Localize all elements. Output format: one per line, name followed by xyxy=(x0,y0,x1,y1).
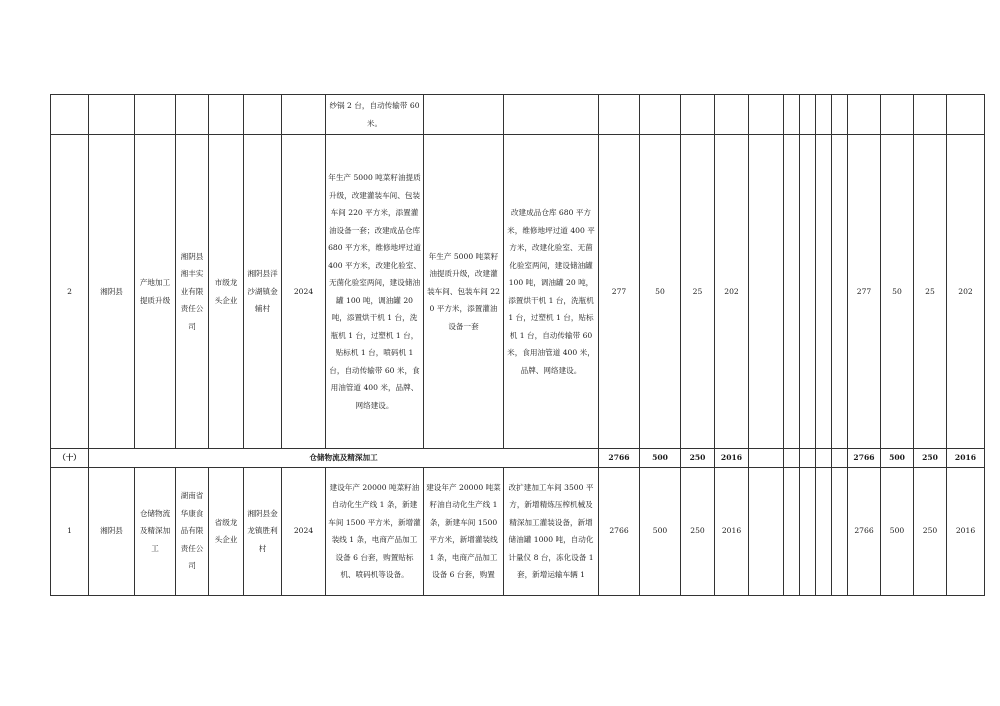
cell xyxy=(424,95,504,135)
cell xyxy=(816,467,832,595)
cell xyxy=(816,95,832,135)
cell xyxy=(832,95,848,135)
cell-investment-a: 500 xyxy=(640,467,681,595)
cell xyxy=(800,449,816,468)
cell xyxy=(784,95,800,135)
cell-construction-scale: 年生产 5000 吨菜籽油提质升级，改建灌装车间、包装车间 220 平方米，添置灌油设备一套 xyxy=(424,135,504,449)
cell-investment-a: 50 xyxy=(640,135,681,449)
cell-year: 2024 xyxy=(282,135,326,449)
cell xyxy=(832,135,848,449)
project-table xyxy=(50,94,985,596)
cell-total-2: 2766 xyxy=(848,449,881,468)
cell-section-number: （十） xyxy=(51,449,89,468)
cell xyxy=(947,95,985,135)
cell-a-2: 500 xyxy=(881,467,914,595)
cell xyxy=(51,95,89,135)
cell xyxy=(914,95,947,135)
cell xyxy=(784,449,800,468)
cell-b-2: 25 xyxy=(914,135,947,449)
cell-investment-c: 2016 xyxy=(715,467,749,595)
cell xyxy=(209,95,244,135)
cell-company: 湘阴县湘丰实业有限责任公司 xyxy=(176,135,209,449)
cell xyxy=(504,95,599,135)
cell xyxy=(881,95,914,135)
table-row-project-1 xyxy=(51,467,985,595)
cell xyxy=(599,95,640,135)
cell xyxy=(749,95,784,135)
cell xyxy=(640,95,681,135)
cell-location: 湘阴县金龙镇胜利村 xyxy=(244,467,282,595)
cell-company: 湖南省华康食品有限责任公司 xyxy=(176,467,209,595)
cell xyxy=(784,467,800,595)
cell xyxy=(244,95,282,135)
cell-b-2: 250 xyxy=(914,467,947,595)
cell-year: 2024 xyxy=(282,467,326,595)
cell-a-2: 500 xyxy=(881,449,914,468)
cell-b-2: 250 xyxy=(914,449,947,468)
cell xyxy=(135,95,176,135)
table-row-section-10 xyxy=(51,449,985,468)
cell xyxy=(800,95,816,135)
cell-c-2: 202 xyxy=(947,135,985,449)
cell-investment-c: 202 xyxy=(715,135,749,449)
cell xyxy=(749,135,784,449)
cell xyxy=(848,95,881,135)
cell-total-investment: 277 xyxy=(599,135,640,449)
cell-investment-c: 2016 xyxy=(715,449,749,468)
cell-enterprise-level: 市级龙头企业 xyxy=(209,135,244,449)
cell xyxy=(832,467,848,595)
cell-a-2: 50 xyxy=(881,135,914,449)
cell xyxy=(282,95,326,135)
cell xyxy=(816,135,832,449)
cell-investment-b: 250 xyxy=(681,467,715,595)
cell-index: 2 xyxy=(51,135,89,449)
cell-construction-content: 纱锅 2 台，自动传输带 60 米。 xyxy=(326,95,424,135)
cell xyxy=(800,135,816,449)
cell-construction-items: 改建成品仓库 680 平方米，维修地坪过道 400 平方米，改建化验室、无菌化验室两间，建设储油罐 100 吨，调油罐 20 吨，添置烘干机 1 台，洗瓶机 1 台，过塑机 1 台，贴标机 1 台，自动传输带 60 米，食用油管道 400 米，品牌、网络建设。 xyxy=(504,135,599,449)
cell-total-investment: 2766 xyxy=(599,467,640,595)
table-row-continuation xyxy=(51,95,985,135)
cell-investment-b: 250 xyxy=(681,449,715,468)
cell xyxy=(715,95,749,135)
cell-enterprise-level: 省级龙头企业 xyxy=(209,467,244,595)
cell-c-2: 2016 xyxy=(947,467,985,595)
cell-project-name: 产地加工提质升级 xyxy=(135,135,176,449)
cell xyxy=(681,95,715,135)
cell xyxy=(749,449,784,468)
cell xyxy=(89,95,135,135)
cell xyxy=(784,135,800,449)
cell xyxy=(832,449,848,468)
cell-construction-content: 年生产 5000 吨菜籽油提质升级，改建灌装车间、包装车间 220 平方米，添置灌油设备一套；改建成品仓库 680 平方米，维修地坪过道 400 平方米，改建化验室、无菌化验室两间，建设储油罐 100 吨，调油罐 20 吨，添置烘干机 1 台，洗瓶机 1 台，过塑机 1 台，贴标机 1 台，喷码机 1 台，自动传输带 60 米，食用油管道 400 米，品牌、网络建设。 xyxy=(326,135,424,449)
cell-location: 湘阴县洋沙湖镇金辅村 xyxy=(244,135,282,449)
cell-total-2: 277 xyxy=(848,135,881,449)
cell-investment-b: 25 xyxy=(681,135,715,449)
cell xyxy=(749,467,784,595)
table-row-project-2 xyxy=(51,135,985,449)
cell xyxy=(816,449,832,468)
cell-c-2: 2016 xyxy=(947,449,985,468)
cell-county: 湘阴县 xyxy=(89,467,135,595)
cell-construction-scale: 建设年产 20000 吨菜籽油自动化生产线 1 条，新建车间 1500 平方米，新增灌装线 1 条，电商产品加工设备 6 台套，购置 xyxy=(424,467,504,595)
cell-investment-a: 500 xyxy=(640,449,681,468)
cell-construction-items: 改扩建加工车间 3500 平方，新增精炼压榨机械及精深加工灌装设备，新增储油罐 1000 吨，自动化计量仪 8 台，冻化设备 1 套，新增运输车辆 1 xyxy=(504,467,599,595)
cell-section-title: 仓储物流及精深加工 xyxy=(89,449,599,468)
cell-total-2: 2766 xyxy=(848,467,881,595)
cell xyxy=(176,95,209,135)
cell-project-name: 仓储物流及精深加工 xyxy=(135,467,176,595)
cell-county: 湘阴县 xyxy=(89,135,135,449)
cell xyxy=(800,467,816,595)
cell-construction-content: 建设年产 20000 吨菜籽油自动化生产线 1 条，新建车间 1500 平方米，新增灌装线 1 条，电商产品加工设备 6 台套，购置贴标机、喷码机等设备。 xyxy=(326,467,424,595)
cell-index: 1 xyxy=(51,467,89,595)
cell-total-investment: 2766 xyxy=(599,449,640,468)
